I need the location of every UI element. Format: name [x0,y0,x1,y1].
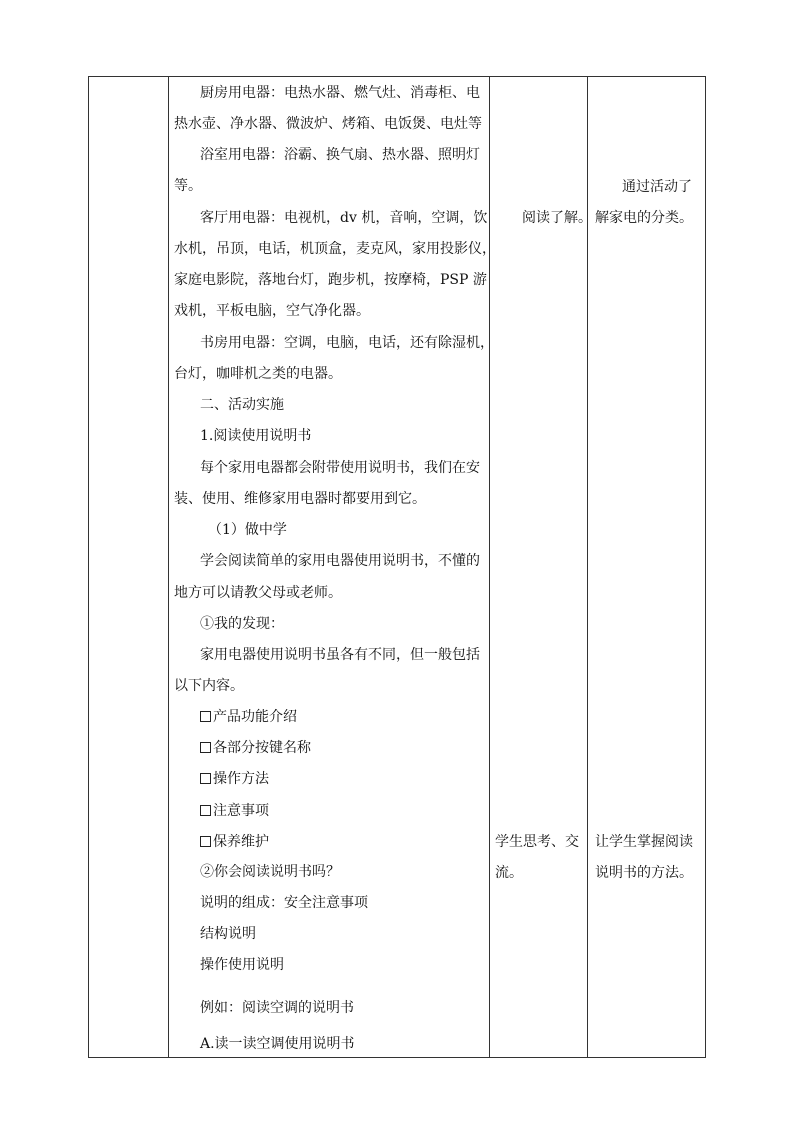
living-line: 家庭电影院，落地台灯，跑步机，按摩椅，PSP 游 [174,272,487,288]
design-intent-text: 解家电的分类。 [595,210,693,226]
checklist-label: 保养维护 [213,834,269,850]
paragraph-line: A.读一读空调使用说明书 [200,1036,355,1052]
design-intent-text: 说明书的方法。 [595,865,693,881]
checkbox-icon [200,773,211,784]
paragraph-line: 操作使用说明 [200,957,284,973]
lesson-table [88,76,706,1058]
question-heading: ②你会阅读说明书吗？ [200,864,340,880]
checklist-item [200,801,269,821]
student-activity-cell [490,77,592,1057]
subsection-heading: 1.阅读使用说明书 [200,428,312,444]
section-heading: 二、活动实施 [200,397,284,413]
design-intent-cell [588,77,705,1057]
living-line: 客厅用电器：电视机，dv 机，音响，空调，饮 [200,210,488,226]
checkbox-icon [200,742,211,753]
checklist-label: 注意事项 [213,803,269,819]
checkbox-icon [200,805,211,816]
paragraph-line: 装、使用、维修家用电器时都要用到它。 [174,491,426,507]
student-activity-text: 流。 [495,865,523,881]
living-line: 水机，吊顶，电话，机顶盒，麦克风，家用投影仪， [174,241,496,257]
paragraph-line: 结构说明 [200,926,256,942]
study-line: 书房用电器：空调，电脑，电话，还有除湿机， [200,335,494,351]
teaching-content-cell [169,77,496,1057]
checklist-item [200,738,311,758]
checklist-label: 产品功能介绍 [213,709,297,725]
checkbox-icon [200,836,211,847]
checklist-label: 操作方法 [213,771,269,787]
kitchen-line: 厨房用电器：电热水器、燃气灶、消毒柜、电 [200,85,480,101]
paragraph-line: 地方可以请教父母或老师。 [174,585,342,601]
student-activity-text: 学生思考、交 [495,834,579,850]
student-activity-text: 阅读了解。 [522,210,592,226]
discovery-heading: ①我的发现： [200,616,284,632]
checklist-item [200,832,269,852]
bath-line: 浴室用电器：浴霸、换气扇、热水器、照明灯 [200,147,480,163]
paragraph-line: 每个家用电器都会附带使用说明书，我们在安 [200,460,480,476]
checklist-label: 各部分按键名称 [213,740,311,756]
living-line: 戏机，平板电脑，空气净化器。 [174,303,370,319]
design-intent-text: 通过活动了 [622,179,692,195]
study-line: 台灯，咖啡机之类的电器。 [174,366,342,382]
bath-line: 等。 [174,178,202,194]
checkbox-icon [200,711,211,722]
design-intent-text: 让学生掌握阅读 [595,834,693,850]
paragraph-line: 学会阅读简单的家用电器使用说明书，不懂的 [200,553,480,569]
paragraph-line: 例如：阅读空调的说明书 [200,1000,354,1016]
checklist-item [200,769,269,789]
paragraph-line: 说明的组成：安全注意事项 [200,895,368,911]
paragraph-line: 以下内容。 [174,678,244,694]
checklist-item [200,707,297,727]
kitchen-line: 热水壶、净水器、微波炉、烤箱、电饭煲、电灶等 [174,116,482,132]
paragraph-line: 家用电器使用说明书虽各有不同，但一般包括 [200,647,480,663]
subsection-heading: （1）做中学 [208,522,287,538]
